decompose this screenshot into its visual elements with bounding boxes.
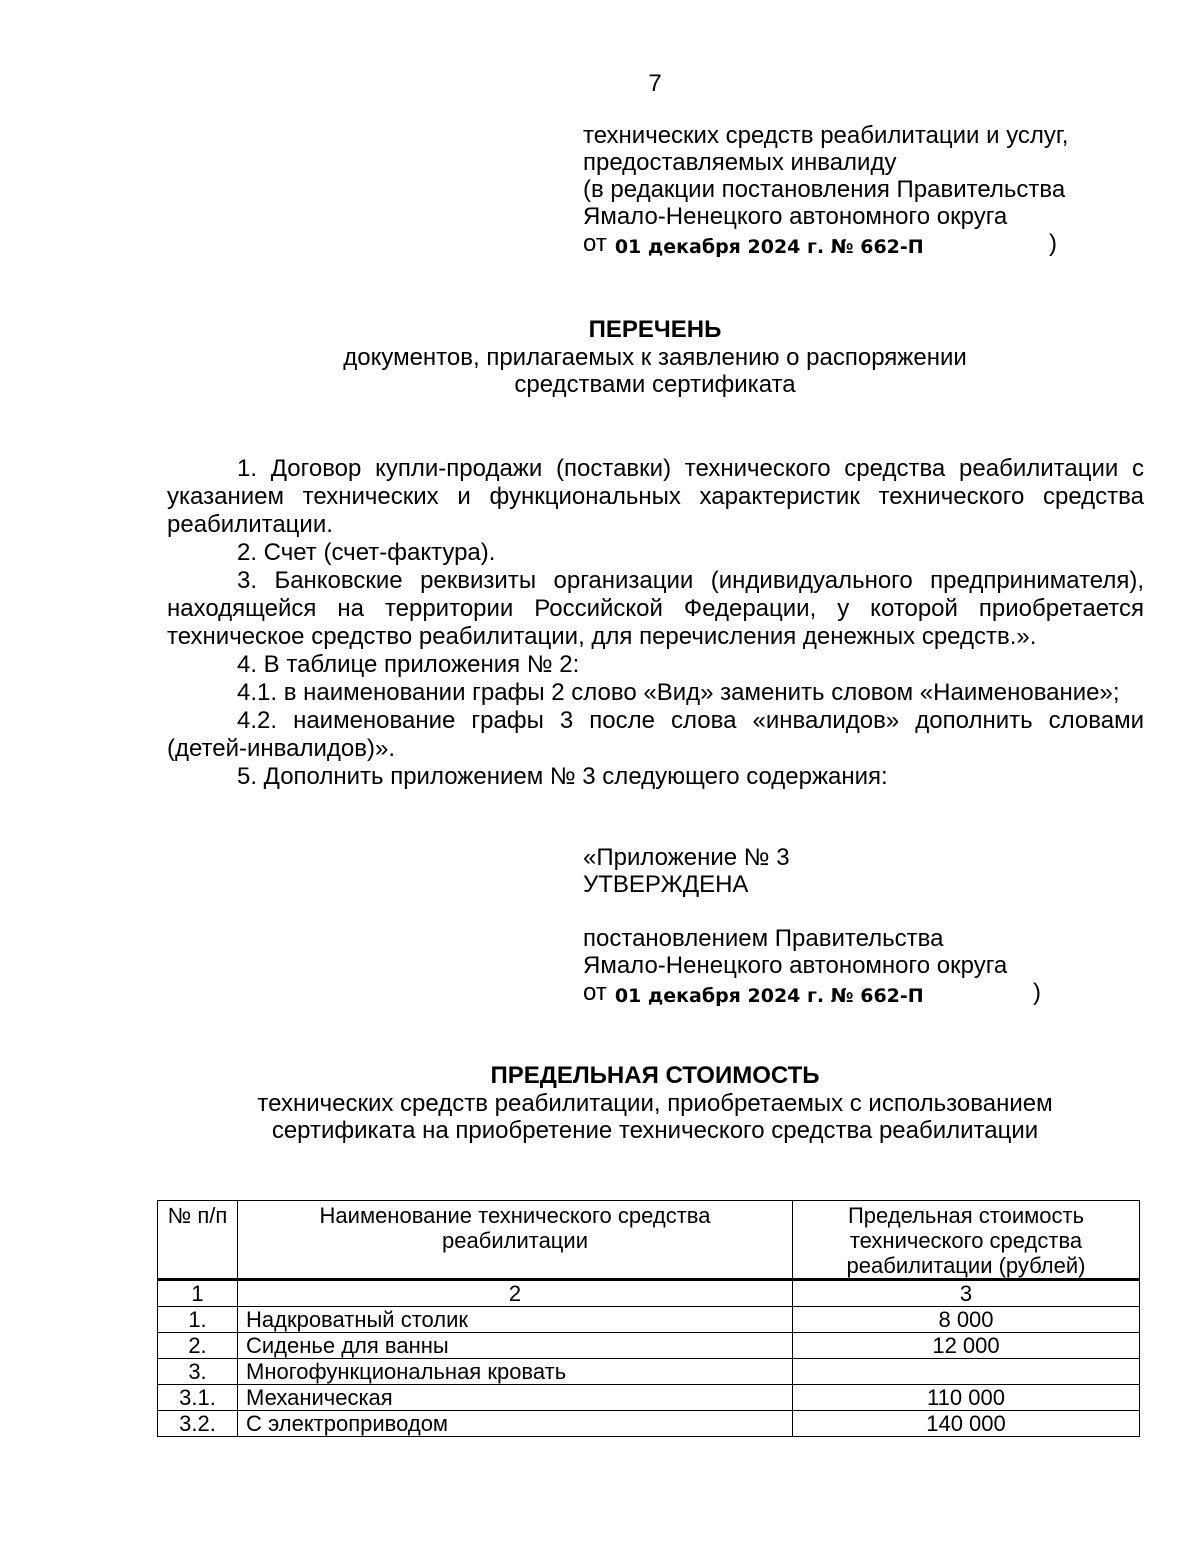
header-cell-name: Наименование технического средства реабилитации: [238, 1201, 793, 1280]
appendix-line: Ямало-Ненецкого автономного округа: [583, 952, 1008, 979]
appendix-date-line: [583, 979, 1041, 1009]
table-header-row: [158, 1201, 1140, 1280]
date-prefix: от: [583, 979, 607, 1006]
paragraph: 2. Счет (счет-фактура).: [237, 539, 496, 566]
cost-subtitle: [0, 1090, 1200, 1144]
header-cell-cost: Предельная стоимость технического средства реабилитации (рублей): [793, 1201, 1140, 1280]
header-approval-block: [583, 122, 1068, 260]
page-number: 7: [648, 70, 662, 97]
appendix-approval-block: [583, 844, 1041, 1009]
table-row: [158, 1359, 1140, 1385]
list-subtitle-line: документов, прилагаемых к заявлению о распоряжении: [343, 344, 967, 371]
row-number: 1.: [158, 1307, 238, 1333]
cost-limit-table: [157, 1200, 1140, 1437]
row-number: 3.: [158, 1359, 238, 1385]
header-line: технических средств реабилитации и услуг,: [583, 122, 1069, 149]
row-name: Многофункциональная кровать: [238, 1359, 793, 1385]
cost-subtitle-line: технических средств реабилитации, приобретаемых с использованием: [257, 1090, 1053, 1117]
header-line: предоставляемых инвалиду: [583, 149, 897, 176]
row-cost: [793, 1359, 1140, 1385]
row-cost: 8 000: [793, 1307, 1140, 1333]
table-row: [158, 1411, 1140, 1437]
paragraph: 4.1. в наименовании графы 2 слово «Вид» заменить словом «Наименование»;: [237, 679, 1120, 706]
row-name: С электроприводом: [238, 1411, 793, 1437]
paragraph: 1. Договор купли-продажи (поставки) технического средства реабилитации с указанием технических и функциональных характеристик технического средства реабилитации.: [167, 455, 1144, 538]
column-number: 3: [793, 1280, 1140, 1307]
close-paren: ): [1033, 979, 1041, 1006]
row-cost: 140 000: [793, 1411, 1140, 1437]
row-cost: 12 000: [793, 1333, 1140, 1359]
header-line: (в редакции постановления Правительства: [583, 176, 1066, 203]
column-number: 2: [238, 1280, 793, 1307]
row-name: Механическая: [238, 1385, 793, 1411]
amendment-paragraphs: [167, 455, 1144, 791]
paragraph: 3. Банковские реквизиты организации (индивидуального предпринимателя), находящейся на территории Российской Федерации, у которой приобретается техническое средство реабилитации, для перечисления денежных средств.».: [167, 567, 1144, 650]
row-number: 2.: [158, 1333, 238, 1359]
cost-subtitle-line: сертификата на приобретение технического средства реабилитации: [271, 1117, 1039, 1144]
list-subtitle: [0, 344, 1200, 398]
table-column-number-row: [158, 1280, 1140, 1307]
header-line: Ямало-Ненецкого автономного округа: [583, 203, 1008, 230]
header-cell-number: № п/п: [158, 1201, 238, 1280]
table-row: [158, 1385, 1140, 1411]
date-stamp: 01 декабря 2024 г. № 662-П: [614, 985, 924, 1007]
appendix-line: «Приложение № 3: [583, 844, 790, 871]
paragraph: 4. В таблице приложения № 2:: [237, 651, 580, 678]
table-row: [158, 1307, 1140, 1333]
header-date-line: [583, 230, 1068, 260]
row-name: Надкроватный столик: [238, 1307, 793, 1333]
row-cost: 110 000: [793, 1385, 1140, 1411]
row-number: 3.2.: [158, 1411, 238, 1437]
cost-title: ПРЕДЕЛЬНАЯ СТОИМОСТЬ: [490, 1062, 820, 1089]
close-paren: ): [1049, 230, 1057, 257]
appendix-line: постановлением Правительства: [583, 925, 944, 952]
row-name: Сиденье для ванны: [238, 1333, 793, 1359]
date-prefix: от: [583, 230, 607, 257]
appendix-line: УТВЕРЖДЕНА: [583, 871, 749, 898]
table-row: [158, 1333, 1140, 1359]
row-number: 3.1.: [158, 1385, 238, 1411]
paragraph: 4.2. наименование графы 3 после слова «инвалидов» дополнить словами (детей-инвалидов)».: [167, 707, 1144, 762]
paragraph: 5. Дополнить приложением № 3 следующего содержания:: [237, 763, 888, 790]
column-number: 1: [158, 1280, 238, 1307]
list-subtitle-line: средствами сертификата: [514, 371, 796, 398]
date-stamp: 01 декабря 2024 г. № 662-П: [614, 236, 924, 258]
list-title: ПЕРЕЧЕНЬ: [588, 316, 722, 343]
